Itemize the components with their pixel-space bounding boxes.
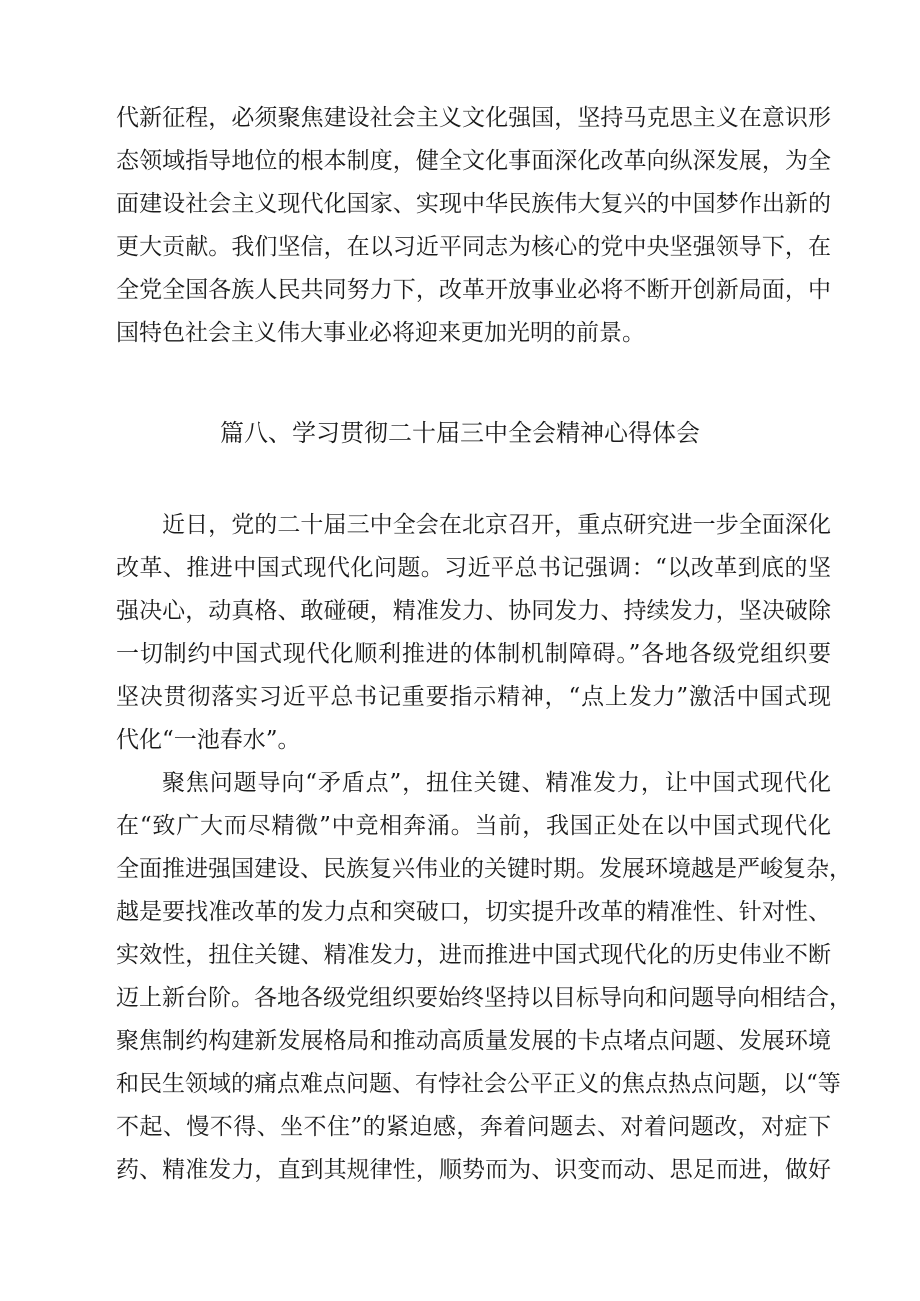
text-line: 强决心，动真格、敢碰硬，精准发力、协同发力、持续发力，坚决破除 [116,598,831,624]
text-line: 迈上新台阶。各地各级党组织要始终坚持以目标导向和问题导向相结合， [116,985,852,1011]
text-line: 在“致广大而尽精微”中竞相奔涌。当前，我国正处在以中国式现代化 [116,813,831,839]
text-line: 代新征程，必须聚焦建设社会主义文化强国，坚持马克思主义在意识形 [116,105,831,131]
text-line: 面建设社会主义现代化国家、实现中华民族伟大复兴的中国梦作出新的 [116,191,831,217]
text-line: 国特色社会主义伟大事业必将迎来更加光明的前景。 [116,320,645,346]
text-line: 全面推进强国建设、民族复兴伟业的关键时期。发展环境越是严峻复杂， [116,856,852,882]
text-line: 改革、推进中国式现代化问题。习近平总书记强调：“以改革到底的坚 [116,555,831,581]
text-line: 越是要找准改革的发力点和突破口，切实提升改革的精准性、针对性、 [116,899,831,925]
text-line: 态领域指导地位的根本制度，健全文化事面深化改革向纵深发展，为全 [116,148,831,174]
text-line: 近日，党的二十届三中全会在北京召开，重点研究进一步全面深化 [162,512,831,538]
text-line: 一切制约中国式现代化顺利推进的体制机制障碍。”各地各级党组织要 [116,641,831,667]
section-title: 篇八、学习贯彻二十届三中全会精神心得体会 [220,419,700,447]
text-line: 聚焦制约构建新发展格局和推动高质量发展的卡点堵点问题、发展环境 [116,1028,831,1054]
text-line: 更大贡献。我们坚信，在以习近平同志为核心的党中央坚强领导下，在 [116,234,831,260]
text-line: 代化“一池春水”。 [116,727,301,753]
text-line: 和民生领域的痛点难点问题、有悖社会公平正义的焦点热点问题，以“等 [116,1071,841,1097]
text-line: 不起、慢不得、坐不住”的紧迫感，奔着问题去、对着问题改，对症下 [116,1114,831,1140]
text-line: 聚焦问题导向“矛盾点”，扭住关键、精准发力，让中国式现代化 [162,770,831,796]
text-line: 药、精准发力，直到其规律性，顺势而为、识变而动、思足而进，做好 [116,1157,831,1183]
text-line: 全党全国各族人民共同努力下，改革开放事业必将不断开创新局面，中 [116,277,831,303]
text-line: 实效性，扭住关键、精准发力，进而推进中国式现代化的历史伟业不断 [116,942,831,968]
text-line: 坚决贯彻落实习近平总书记重要指示精神，“点上发力”激活中国式现 [116,684,831,710]
